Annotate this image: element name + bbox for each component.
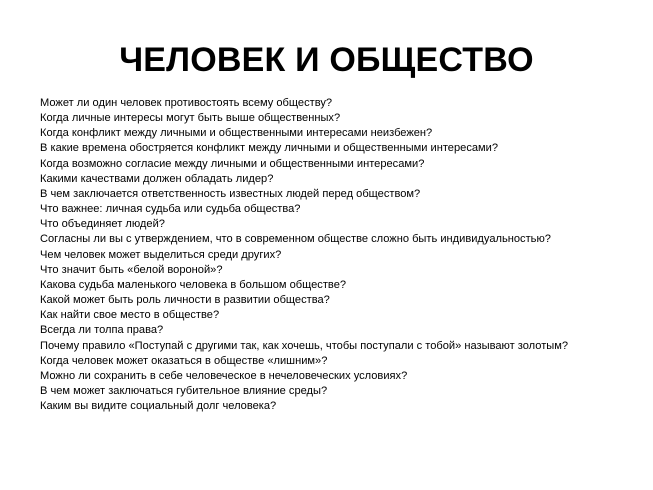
question-item: Что объединяет людей? (40, 218, 165, 231)
question-item: Чем человек может выделиться среди других? (40, 248, 282, 261)
question-item: В какие времена обостряется конфликт между личными и общественными интересами? (40, 142, 499, 155)
question-item: В чем может заключаться губительное влияние среды? (40, 384, 328, 397)
question-item: Что важнее: личная судьба или судьба общества? (40, 203, 301, 216)
question-item: Каким вы видите социальный долг человека? (40, 400, 277, 413)
question-item: Когда конфликт между личными и общественными интересами неизбежен? (40, 127, 433, 140)
question-list (40, 96, 568, 414)
question-item: Когда человек может оказаться в обществе «лишним»? (40, 354, 328, 367)
question-item: Когда возможно согласие между личными и общественными интересами? (40, 157, 425, 170)
question-item: Можно ли сохранить в себе человеческое в нечеловеческих условиях? (40, 369, 408, 382)
question-item: В чем заключается ответственность известных людей перед обществом? (40, 187, 421, 200)
question-item: Когда личные интересы могут быть выше общественных? (40, 112, 341, 125)
slide-title: ЧЕЛОВЕК И ОБЩЕСТВО (119, 41, 534, 79)
question-item: Всегда ли толпа права? (40, 324, 164, 337)
question-item: Почему правило «Поступай с другими так, как хочешь, чтобы поступали с тобой» называют золотым? (40, 339, 569, 352)
question-item: Какой может быть роль личности в развитии общества? (40, 294, 330, 307)
question-item: Какова судьба маленького человека в большом обществе? (40, 278, 347, 291)
question-item: Как найти свое место в обществе? (40, 309, 220, 322)
question-item: Какими качествами должен обладать лидер? (40, 172, 274, 185)
question-item: Согласны ли вы с утверждением, что в современном обществе сложно быть индивидуальностью? (40, 233, 551, 246)
question-item: Что значит быть «белой вороной»? (40, 263, 223, 276)
question-item: Может ли один человек противостоять всему обществу? (40, 97, 333, 109)
